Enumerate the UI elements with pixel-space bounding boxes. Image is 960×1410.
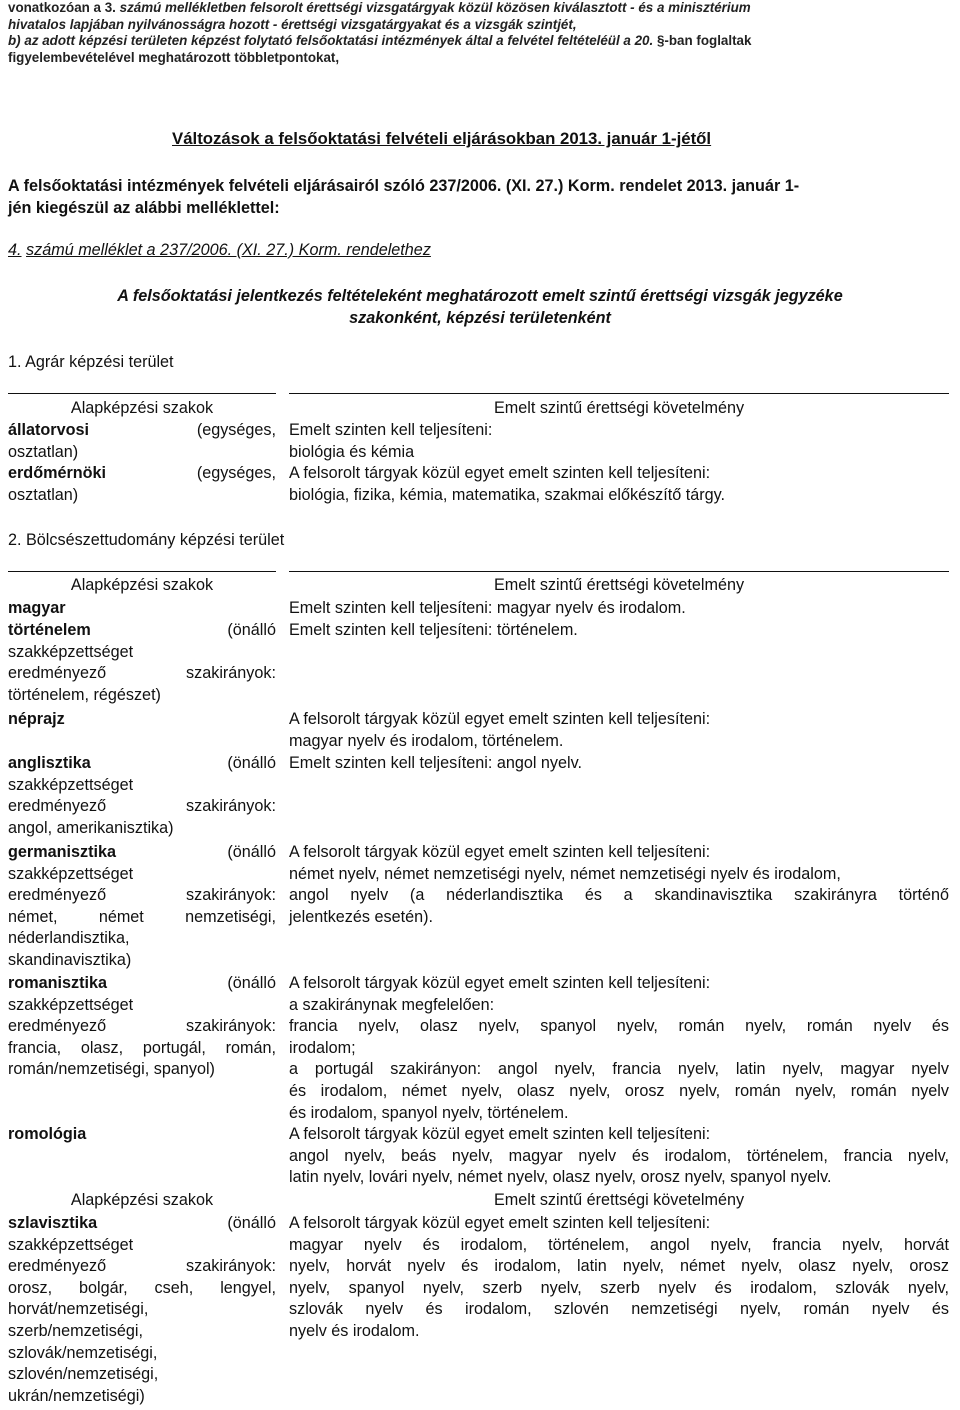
section-1-title: 1. Agrár képzési terület — [8, 353, 174, 371]
table-row-requirement: A felsorolt tárgyak közül egyet emelt szinten kell teljesíteni: német nyelv, német nemzetiségi nyelv, német nemzetiségi nyelv és irodalom, angol nyelv (a néderlandisztika és a skandinavisztika szakirányra történő jelentkezés esetén). — [289, 843, 949, 926]
table-rule — [289, 393, 949, 394]
table-row-requirement: Emelt szinten kell teljesíteni: biológia és kémia — [289, 421, 493, 461]
table-rule — [8, 571, 276, 572]
col-header-requirement: Emelt szintű érettségi követelmény — [493, 1191, 745, 1209]
col-header-programs: Alapképzési szakok — [70, 576, 214, 594]
table-row: anglisztika (önálló szakképzettséget eredményező szakirányok: angol, amerikanisztika) — [8, 754, 276, 837]
header-text — [8, 0, 958, 66]
col-header-requirement: Emelt szintű érettségi követelmény — [493, 576, 745, 594]
section-2-title: 2. Bölcsészettudomány képzési terület — [8, 531, 285, 549]
table-row: romanisztika (önálló szakképzettséget eredményező szakirányok: francia, olasz, portugál, román, román/nemzetiségi, spanyol) — [8, 974, 276, 1079]
table-row: néprajz — [8, 710, 65, 728]
table-row: romológia — [8, 1125, 87, 1143]
col-header-programs: Alapképzési szakok — [70, 1191, 214, 1209]
table-row: állatorvosi (egységes, osztatlan) — [8, 421, 276, 461]
annex-title: 4. számú melléklet a 237/2006. (XI. 27.) Korm. rendelethez — [8, 241, 431, 259]
table-row: erdőmérnöki (egységes, osztatlan) — [8, 464, 276, 504]
table-rule — [8, 393, 276, 394]
table-row-requirement: Emelt szinten kell teljesíteni: magyar nyelv és irodalom. — [289, 599, 686, 617]
table-row: szlavisztika (önálló szakképzettséget eredményező szakirányok: orosz, bolgár, cseh, lengyel, horvát/nemzetiségi, szerb/nemzetiségi, szlovák/nemzetiségi, szlovén/nemzetiségi, ukrán/nemzetiségi) — [8, 1214, 276, 1405]
table-row-requirement: A felsorolt tárgyak közül egyet emelt szinten kell teljesíteni: magyar nyelv és irodalom, történelem, angol nyelv, francia nyelv, horvát nyelv, horvát nyelv és irodalom, latin nyelv, német nyelv, olasz nyelv, orosz nyelv, spanyol nyelv, szerb nyelv, szerb nyelv és irodalom, szlovák nyelv, szlovák nyelv és irodalom, szlovén nemzetiségi nyelv, román nyelv és nyelv és irodalom. — [289, 1214, 949, 1340]
main-heading: A felsőoktatási jelentkezés feltételeként meghatározott emelt szintű érettségi vizsgák jegyzéke szakonként, képzési területenként — [117, 287, 843, 327]
table-row-requirement: A felsorolt tárgyak közül egyet emelt szinten kell teljesíteni: biológia, fizika, kémia, matematika, szakmai előkészítő tárgy. — [289, 464, 726, 504]
header-line-1: vonatkozóan a 3. számú mellékletben felsorolt érettségi vizsgatárgyak közül közösen kiválasztott - és a minisztérium — [8, 0, 751, 15]
table-row-requirement: A felsorolt tárgyak közül egyet emelt szinten kell teljesíteni: a szakiránynak megfelelően: francia nyelv, olasz nyelv, spanyol nyelv, román nyelv, román nyelv és irodalom; a portugál szakirányon: angol nyelv, francia nyelv, latin nyelv, magyar nyelv és irodalom, német nyelv, olasz nyelv, orosz nyelv, román nyelv, román nyelv és irodalom, spanyol nyelv, történelem. — [289, 974, 949, 1122]
col-header-programs: Alapképzési szakok — [70, 399, 214, 417]
header-line-4: figyelembevételével meghatározott többletpontokat, — [8, 49, 340, 65]
table-row-requirement: A felsorolt tárgyak közül egyet emelt szinten kell teljesíteni: magyar nyelv és irodalom, történelem. — [289, 710, 711, 750]
table-row: történelem (önálló szakképzettséget eredményező szakirányok: történelem, régészet) — [8, 621, 276, 704]
table-row-requirement: Emelt szinten kell teljesíteni: angol nyelv. — [289, 754, 583, 772]
intro-paragraph: A felsőoktatási intézmények felvételi eljárásairól szóló 237/2006. (XI. 27.) Korm. rendelet 2013. január 1- jén kiegészül az alábbi melléklettel: — [8, 177, 800, 217]
table-rule — [289, 571, 949, 572]
table-row: magyar — [8, 599, 66, 617]
changes-title: Változások a felsőoktatási felvételi eljárásokban 2013. január 1-jétől — [172, 129, 712, 148]
table-row-requirement: A felsorolt tárgyak közül egyet emelt szinten kell teljesíteni: angol nyelv, beás nyelv, magyar nyelv és irodalom, történelem, francia nyelv, latin nyelv, lovári nyelv, német nyelv, olasz nyelv, orosz nyelv, spanyol nyelv. — [289, 1125, 949, 1187]
header-line-2: hivatalos lapjában nyilvánosságra hozott - érettségi vizsgatárgyakat és a vizsgák szintjét, — [8, 16, 577, 32]
table-row: germanisztika (önálló szakképzettséget eredményező szakirányok: német, német nemzetiségi, néderlandisztika, skandinavisztika) — [8, 843, 276, 969]
table-row-requirement: Emelt szinten kell teljesíteni: történelem. — [289, 621, 578, 639]
header-line-3: b) az adott képzési területen képzést folytató felsőoktatási intézmények által a felvétel feltételéül a 20. §-ban foglaltak — [8, 33, 752, 49]
justified-line: angol nyelv (a néderlandisztika és a skandinavisztika szakirányra történő — [289, 886, 949, 905]
col-header-requirement: Emelt szintű érettségi követelmény — [493, 399, 745, 417]
